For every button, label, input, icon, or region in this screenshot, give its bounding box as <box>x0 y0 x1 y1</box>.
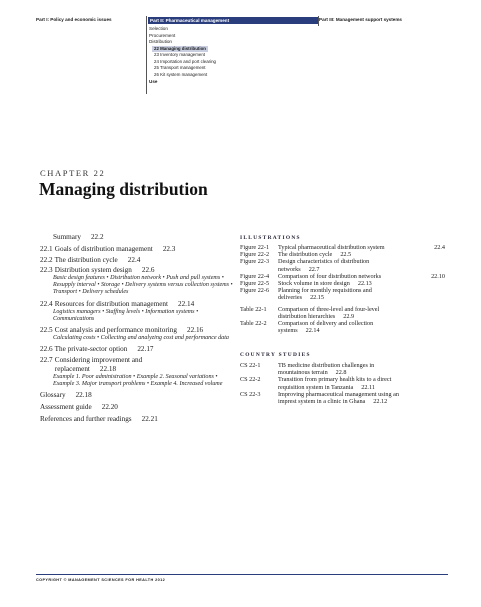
toc-number: 22.2 <box>40 255 53 264</box>
toc-title: References and further readings <box>40 415 132 424</box>
country-study-title: Improving pharmaceutical management using an imprest system in a clinic in Ghana <box>278 390 399 406</box>
toc-page: 22.20 <box>101 403 118 412</box>
toc-page: 22.16 <box>186 326 204 335</box>
nav-chapter-22-current[interactable]: 22 Managing distribution <box>154 45 206 51</box>
illustration-label: Figure 22-3 <box>240 258 270 266</box>
illustration-label: Figure 22-6 <box>240 287 270 295</box>
toc-title: Goals of distribution management <box>54 245 153 253</box>
toc-subtopics: Example 1. Poor administration • Example 2. Seasonal variations • Example 3. Major transport problems • Example 4. Increased volume <box>53 373 223 387</box>
illustration-title: Comparison of delivery and collection systems <box>278 320 374 335</box>
toc-subtopics: Logistics managers • Staffing levels • Information systems • Communications <box>53 308 199 322</box>
toc-number: 22.4 <box>40 299 53 308</box>
illustrations-heading: ILLUSTRATIONS <box>240 235 301 241</box>
illustration-label: Figure 22-4 <box>240 272 270 280</box>
nav-part-2-current[interactable]: Part II: Pharmaceutical management <box>148 17 318 24</box>
illustration-page: 22.14 <box>305 327 320 335</box>
country-study-label: CS 22-2 <box>240 376 261 384</box>
toc-title: Resources for distribution management <box>54 299 168 308</box>
illustration-page: 22.7 <box>308 265 320 273</box>
country-study-page: 22.12 <box>373 398 388 406</box>
nav-divider <box>146 16 147 94</box>
illustration-title: Comparison of four distribution networks <box>278 272 382 280</box>
illustration-page: 22.9 <box>343 312 355 320</box>
country-studies-heading: COUNTRY STUDIES <box>240 352 311 358</box>
toc-title: replacement <box>54 364 90 373</box>
country-study-item[interactable] <box>240 362 445 376</box>
toc-entry-summary[interactable] <box>40 233 240 242</box>
illustration-label: Table 22-1 <box>240 305 267 313</box>
toc-page: 22.2 <box>90 233 104 241</box>
toc-subtopics: Basic design features • Distribution network • Push and pull systems • Resupply interval • Storage • Delivery systems versus collection systems • Transport • Delivery schedules <box>53 275 233 296</box>
illustration-item[interactable] <box>240 251 445 258</box>
illustration-page: 22.13 <box>357 280 372 288</box>
toc-title: The distribution cycle <box>54 255 118 264</box>
illustration-item[interactable] <box>240 273 445 280</box>
toc-subtopics: Calculating costs • Collecting and analyzing cost and performance data <box>53 335 229 342</box>
illustration-title: Comparison of three-level and four-level distribution hierarchies <box>278 305 380 320</box>
illustration-item[interactable] <box>240 320 445 334</box>
illustration-label: Figure 22-2 <box>240 251 270 259</box>
illustration-item[interactable] <box>240 306 445 320</box>
copyright-footer: COPYRIGHT © MANAGEMENT SCIENCES FOR HEALTH 2012 <box>36 578 166 582</box>
illustration-item[interactable] <box>240 244 445 251</box>
toc-title: Glossary <box>40 391 66 400</box>
toc-entry-22-7[interactable] <box>40 356 240 365</box>
country-studies-list <box>240 352 445 405</box>
toc-page: 22.18 <box>99 364 117 373</box>
country-study-title: Transition from primary health kits to a direct requisition system in Tanzania <box>278 376 392 391</box>
toc-entry-references[interactable] <box>40 415 240 424</box>
toc-entry-22-6[interactable] <box>40 345 240 354</box>
illustration-item[interactable] <box>240 280 445 287</box>
toc-title: Assessment guide <box>40 403 92 412</box>
country-study-title: TB medicine distribution challenges in mountainous terrain <box>278 362 375 377</box>
toc-page: 22.14 <box>177 299 195 308</box>
country-study-label: CS 22-3 <box>240 390 261 398</box>
toc-number: 22.1 <box>40 245 53 253</box>
toc-page: 22.18 <box>75 391 92 400</box>
toc-title: The private-sector option <box>54 345 128 354</box>
toc-title: Distribution system design <box>54 266 132 274</box>
toc-page: 22.4 <box>127 255 141 264</box>
country-study-page: 22.11 <box>361 383 375 391</box>
illustration-page: 22.4 <box>434 244 445 251</box>
nav-chapter-26[interactable]: 26 Kit system management <box>154 71 208 77</box>
nav-part-3[interactable]: Part III: Management support systems <box>319 17 402 22</box>
toc-entry-22-4[interactable] <box>40 300 240 309</box>
illustration-label: Figure 22-1 <box>240 244 270 251</box>
chapter-number: CHAPTER 22 <box>40 168 106 178</box>
illustration-title: Stock volume in store design <box>278 280 350 288</box>
toc-page: 22.3 <box>162 245 176 253</box>
toc-entry-glossary[interactable] <box>40 391 240 400</box>
country-study-item[interactable] <box>240 376 445 390</box>
nav-chapter-24[interactable]: 24 Importation and port clearing <box>154 58 216 64</box>
illustration-page: 22.15 <box>310 294 324 302</box>
toc-title: Considering improvement and <box>54 355 143 364</box>
toc-number: 22.7 <box>40 355 53 364</box>
illustration-title: Planning for monthly requisitions and deliveries <box>278 287 372 302</box>
nav-chapter-23[interactable]: 23 Inventory management <box>154 52 206 57</box>
illustration-label: Figure 22-5 <box>240 280 270 288</box>
country-study-label: CS 22-1 <box>240 362 261 369</box>
toc-title: Cost analysis and performance monitoring <box>54 326 177 335</box>
illustration-page: 22.10 <box>431 272 445 280</box>
illustration-item[interactable] <box>240 258 445 272</box>
toc-number: 22.5 <box>40 326 53 335</box>
toc-entry-22-3[interactable] <box>40 266 240 275</box>
nav-section-use[interactable]: Use <box>149 78 158 84</box>
toc-page: 22.21 <box>141 415 158 424</box>
illustration-item[interactable] <box>240 287 445 301</box>
nav-part-1[interactable]: Part I: Policy and economic issues <box>36 17 112 22</box>
toc-page: 22.6 <box>141 266 155 274</box>
country-study-item[interactable] <box>240 391 445 405</box>
toc-entry-22-1[interactable] <box>40 245 240 254</box>
nav-section-distribution[interactable]: Distribution <box>149 39 172 44</box>
toc-entry-22-5[interactable] <box>40 326 240 335</box>
country-study-page: 22.8 <box>335 369 347 377</box>
toc-entry-22-2[interactable] <box>40 256 240 265</box>
toc-entry-assessment-guide[interactable] <box>40 403 240 412</box>
toc-entry-22-7-cont[interactable] <box>40 365 240 374</box>
nav-section-procurement[interactable]: Procurement <box>149 32 176 38</box>
chapter-title: Managing distribution <box>39 179 208 199</box>
toc-number: 22.3 <box>40 266 53 274</box>
illustration-title: Typical pharmaceutical distribution system <box>278 244 385 251</box>
illustrations-list <box>240 235 445 334</box>
footer-rule <box>36 574 448 575</box>
book-navigation <box>36 16 448 96</box>
illustration-page: 22.5 <box>340 251 352 259</box>
toc-number: 22.6 <box>40 345 53 354</box>
table-of-contents <box>40 233 240 424</box>
nav-section-selection[interactable]: Selection <box>149 26 168 31</box>
nav-chapter-25[interactable]: 25 Transport management <box>154 65 206 70</box>
illustration-title: The distribution cycle <box>278 251 333 259</box>
illustration-label: Table 22-2 <box>240 320 267 328</box>
illustration-title: Design characteristics of distribution networks <box>278 258 370 273</box>
toc-title: Summary <box>53 233 81 241</box>
toc-page: 22.17 <box>137 345 154 354</box>
